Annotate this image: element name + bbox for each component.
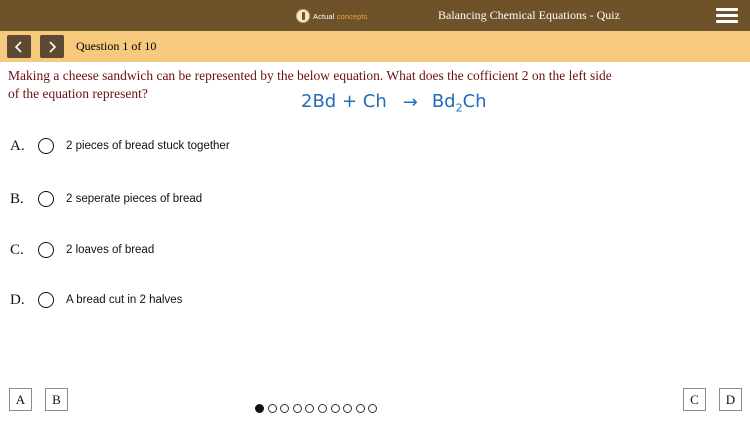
page-dot-1[interactable] — [255, 404, 264, 413]
chemical-equation — [301, 91, 487, 117]
answer-a-button[interactable]: A — [9, 388, 32, 411]
option-letter: C. — [10, 241, 24, 258]
answer-b-button[interactable]: B — [45, 388, 68, 411]
equation-reactants: 2Bd + Ch — [301, 91, 387, 112]
page-dot-3[interactable] — [280, 404, 289, 413]
question-text: Making a cheese sandwich can be represented by the below equation. What does the cofficient 2 on the left side of the equation represent? — [8, 68, 612, 101]
question-nav-bar — [0, 31, 750, 62]
question-counter: Question 1 of 10 — [76, 39, 157, 53]
page-dot-2[interactable] — [268, 404, 277, 413]
option-letter: B. — [10, 190, 24, 207]
option-text: 2 loaves of bread — [66, 244, 155, 256]
option-c[interactable] — [10, 238, 410, 262]
app-title: Balancing Chemical Equations - Quiz — [438, 8, 620, 22]
answer-d-button[interactable]: D — [719, 388, 742, 411]
page-dot-9[interactable] — [356, 404, 365, 413]
next-question-button[interactable] — [40, 35, 64, 58]
brand-prefix: Actual — [313, 11, 335, 21]
option-text: 2 seperate pieces of bread — [66, 193, 203, 205]
option-a[interactable] — [10, 134, 410, 158]
app-header — [0, 0, 750, 31]
reaction-arrow-icon: → — [402, 92, 418, 113]
hamburger-menu-icon[interactable] — [716, 8, 738, 24]
page-dot-5[interactable] — [305, 404, 314, 413]
equation-product — [432, 91, 487, 115]
radio-button[interactable] — [38, 191, 54, 207]
option-b[interactable] — [10, 187, 410, 211]
answer-c-button[interactable]: C — [683, 388, 706, 411]
brand-logo-group — [296, 8, 367, 24]
page-dot-6[interactable] — [318, 404, 327, 413]
product-tail: Ch — [462, 91, 487, 112]
page-dot-8[interactable] — [343, 404, 352, 413]
previous-question-button[interactable] — [7, 35, 31, 58]
radio-button[interactable] — [38, 292, 54, 308]
brand-name — [313, 12, 367, 21]
product-main: Bd — [431, 91, 456, 112]
option-letter: A. — [10, 137, 25, 154]
option-text: A bread cut in 2 halves — [66, 294, 183, 306]
chevron-left-icon — [14, 41, 24, 53]
option-d[interactable] — [10, 288, 410, 312]
chevron-right-icon — [47, 41, 57, 53]
radio-button[interactable] — [38, 138, 54, 154]
brand-suffix: concepts — [336, 11, 368, 21]
pagination-dots — [255, 404, 381, 413]
option-text: 2 pieces of bread stuck together — [66, 140, 230, 152]
page-dot-7[interactable] — [331, 404, 340, 413]
product-subscript: 2 — [455, 101, 463, 115]
actual-concepts-logo-icon — [296, 9, 310, 23]
radio-button[interactable] — [38, 242, 54, 258]
page-dot-4[interactable] — [293, 404, 302, 413]
option-letter: D. — [10, 291, 25, 308]
page-dot-10[interactable] — [368, 404, 377, 413]
